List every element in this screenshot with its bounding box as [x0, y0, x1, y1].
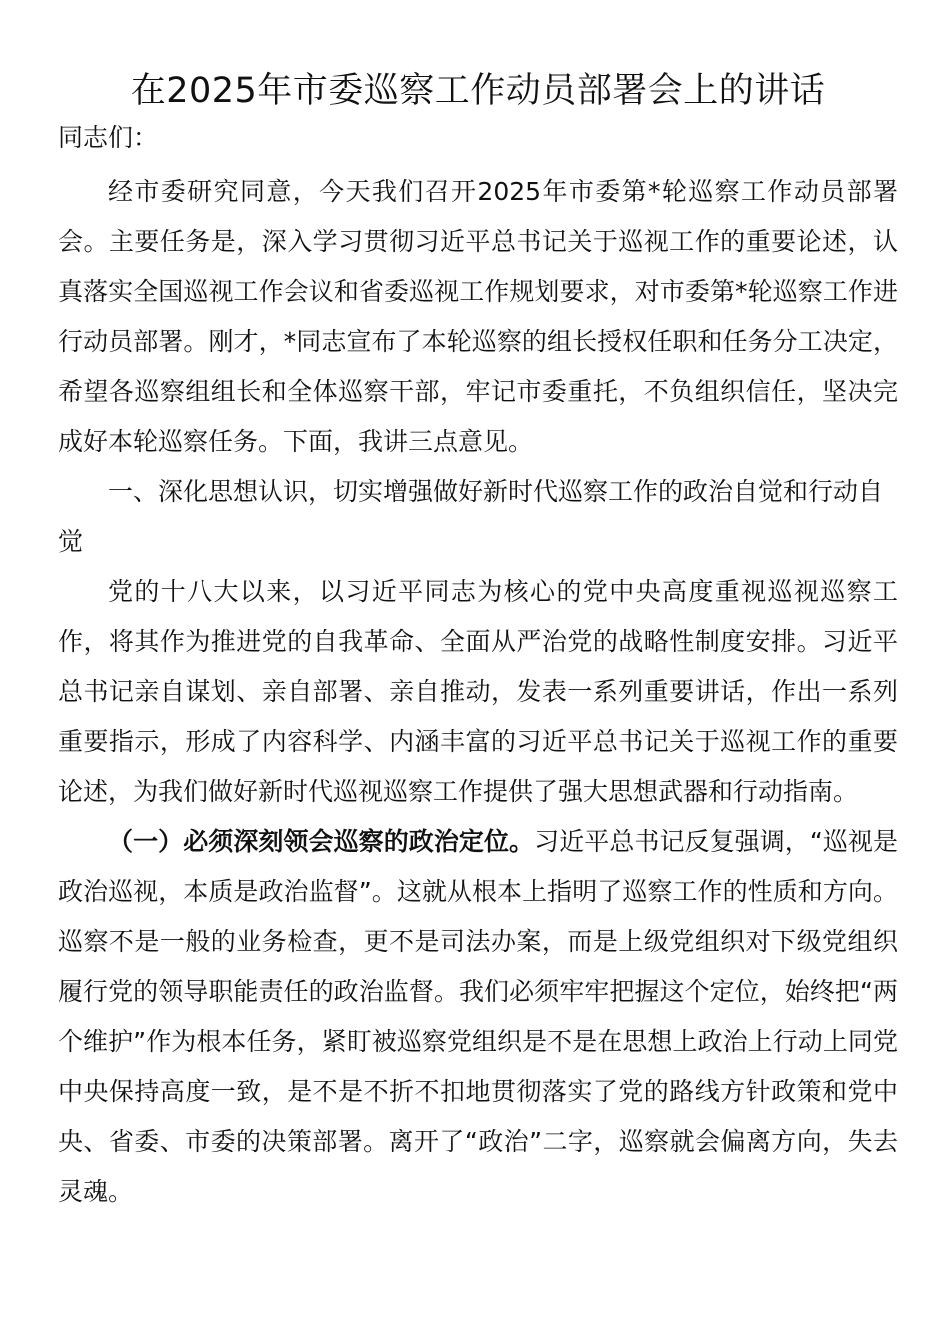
section-1-body-paragraph: 党的十八大以来，以习近平同志为核心的党中央高度重视巡视巡察工作，将其作为推进党的自我革命、全面从严治党的战略性制度安排。习近平总书记亲自谋划、亲自部署、亲自推动，发表一系列重要讲话，作出一系列重要指示，形成了内容科学、内涵丰富的习近平总书记关于巡视工作的重要论述，为我们做好新时代巡视巡察工作提供了强大思想武器和行动指南。 — [58, 577, 898, 806]
document-page — [58, 62, 898, 1217]
point-1-paragraph — [58, 817, 898, 1217]
document-title: 在2025年市委巡察工作动员部署会上的讲话 — [130, 71, 826, 111]
point-1-lead: （一）必须深刻领会巡察的政治定位。 — [108, 827, 535, 856]
intro-paragraph: 经市委研究同意，今天我们召开2025年市委第*轮巡察工作动员部署会。主要任务是，深入学习贯彻习近平总书记关于巡视工作的重要论述，认真落实全国巡视工作会议和省委巡视工作规划要求，对市委第*轮巡察工作进行动员部署。刚才，*同志宣布了本轮巡察的组长授权任职和任务分工决定，希望各巡察组组长和全体巡察干部，牢记市委重托，不负组织信任，坚决完成好本轮巡察任务。下面，我讲三点意见。 — [58, 177, 898, 456]
salutation: 同志们： — [58, 123, 159, 152]
section-1-heading: 一、深化思想认识，切实增强做好新时代巡察工作的政治自觉和行动自觉 — [58, 477, 884, 556]
point-1-body: 习近平总书记反复强调，“巡视是政治巡视，本质是政治监督”。这就从根本上指明了巡察工作的性质和方向。巡察不是一般的业务检查，更不是司法办案，而是上级党组织对下级党组织履行党的领导职能责任的政治监督。我们必须牢牢把握这个定位，始终把“两个维护”作为根本任务，紧盯被巡察党组织是不是在思想上政治上行动上同党中央保持高度一致，是不是不折不扣地贯彻落实了党的路线方针政策和党中央、省委、市委的决策部署。离开了“政治”二字，巡察就会偏离方向，失去灵魂。 — [58, 827, 898, 1206]
